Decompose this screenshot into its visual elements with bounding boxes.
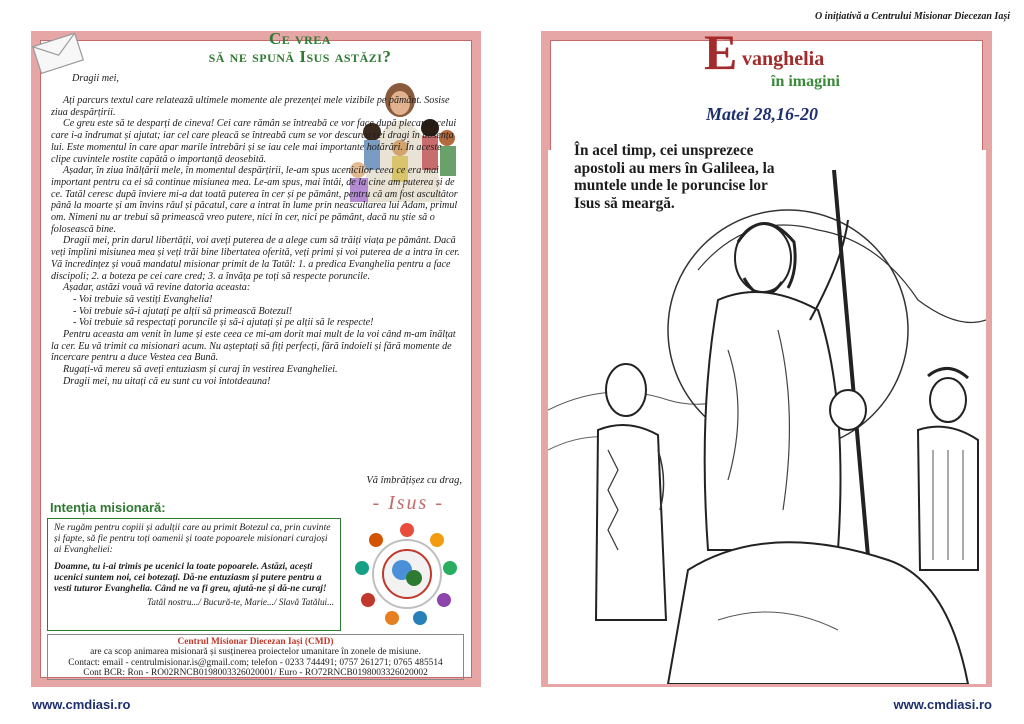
letter-paragraph: Ce greu este să te desparți de cineva! Cei care rămân se întreabă ce vor face după plecarea celui care i-a îndrumat și ajutat; iar cel care pleacă se întreabă cum se vor descurca cei dragi în absența lui. Este momentul în care apar marile întrebări și se iau cele mai importante hotărâri. În aceste clipe cuvintele rostite capătă o importanță deosebită. — [51, 118, 457, 165]
website-link-right[interactable]: www.cmdiasi.ro — [893, 697, 992, 712]
footer-contact: Contact: email - centrulmisionar.is@gmail.com; telefon - 0233 744491; 0757 261271; 0765 485514 — [68, 657, 443, 668]
verse-line: Isus să meargă. — [574, 194, 675, 212]
letter-list-item: - Voi trebuie să-i ajutați pe alții să primească Botezul! — [73, 305, 293, 317]
letter-list-item: - Voi trebuie să respectați poruncile și să-i ajutați și pe alții să le respecte! — [73, 317, 374, 329]
intent-prayers-list: Tatăl nostru.../ Bucură-te, Marie.../ Slavă Tatălui... — [147, 596, 334, 607]
jesus-sending-apostles-illustration — [548, 150, 986, 684]
letter-title-line2: să ne spună Isus astăzi? — [208, 47, 392, 66]
envelope-icon — [30, 31, 88, 75]
letter-paragraph: Așadar, în ziua înălțării mele, în momentul despărțirii, le-am spus ucenicilor ceea ce era mai important pentru ca ei să continue misiunea mea. Le-am spus, mai întâi, de la cine am puterea și de ce. Tatăl ceresc după înviere mi-a dat toată puterea în cer și pe pământ, pentru că am fost ascultător până la moarte și am învins răul și păcatul, care a intrat în lume prin neascultarea lui Adam, primul om. Nimeni nu ar trebui să primească vreo putere, nici în cer, nici pe pământ, dacă nu știe să o folosească bine. — [51, 165, 458, 235]
verse-line: În acel timp, cei unsprezece — [574, 142, 754, 159]
letter-paragraph: Dragii mei, prin darul libertății, voi aveți puterea de a alege cum să trăiți viața pe pământ. Dacă veți împlini misiunea mea și veți trăi bine libertatea oferită, veți primi și voi puterea de a intra în cer. Vă încredințez și vouă mandatul misionar primit de la Tatăl: 1. a predica Evanghelia pentru a face discipoli; 2. a boteza pe cei care cred; 3. a învăța pe toți să respecte poruncile. — [51, 235, 460, 282]
missionary-intent-box — [47, 518, 341, 631]
footer-account: Cont BCR: Ron - RO02RNCB0198003326020001/ Euro - RO72RNCB0198003326020002 — [83, 668, 428, 679]
cmd-footer — [47, 634, 464, 680]
letter-list-item: - Voi trebuie să vestiți Evanghelia! — [73, 293, 213, 305]
letter-title — [150, 30, 450, 66]
letter-paragraph: Dragii mei, nu uitați că eu sunt cu voi întotdeauna! — [63, 375, 271, 387]
letter-signature: - Isus - — [372, 492, 444, 514]
verse-line: muntele unde le poruncise lor — [574, 177, 768, 194]
letter-paragraph: Așadar, astăzi vouă vă revine datoria aceasta: — [63, 282, 251, 294]
scripture-reference: Matei 28,16-20 — [706, 104, 818, 124]
intent-text: Ne rugăm pentru copiii și adulții care au primit Botezul ca, prin cuvinte și fapte, să fie pentru toți oamenii și toate popoarele misionari curajoși ai Evangheliei: — [54, 522, 331, 556]
salutation: Dragii mei, — [72, 73, 119, 84]
letter-title-line1: Ce vrea — [268, 29, 332, 48]
children-world-logo — [352, 518, 462, 630]
footer-purpose: are ca scop animarea misionară și susținerea proiectelor umanitare în zonele de misiune. — [90, 647, 421, 658]
gospel-title-initial: E — [704, 24, 738, 80]
footer-org-name: Centrul Misionar Diecezan Iași (CMD) — [177, 637, 334, 647]
verse-line: apostoli au mers în Galileea, la — [574, 159, 775, 177]
letter-paragraph: Rugați-vă mereu să aveți entuziasm și curaj în vestirea Evangheliei. — [63, 364, 338, 376]
intent-prayer: Doamne, tu i-ai trimis pe ucenici la toate popoarele. Astăzi, acești ucenici suntem noi, cei botezați. Dă-ne entuziasm și putere pentru a vesti tuturor Evanghelia. Când ne va fi greu, ajută-ne și dă-ne curaj! — [54, 561, 327, 595]
letter-closing: Vă îmbrățișez cu drag, — [366, 475, 462, 486]
letter-paragraph: Pentru aceasta am venit în lume și este ceea ce mi-am dorit mai mult de la voi când m-am înălțat la cer. Eu vă trimit ca misionari acum. Nu așteptați să fiți perfecți, fără îndoieli și fără momente de încercare pentru a duce Vestea cea Bună. — [51, 329, 456, 364]
website-link-left[interactable]: www.cmdiasi.ro — [32, 697, 131, 712]
gospel-title: vanghelia — [742, 48, 825, 70]
letter-paragraph: Ați parcurs textul care relatează ultimele momente ale prezenței mele vizibile pe pământ. Sosise ziua despărțirii. — [51, 95, 450, 118]
initiative-note: O inițiativă a Centrului Misionar Diecezan Iași — [814, 11, 1010, 22]
gospel-verse — [574, 142, 806, 212]
missionary-intent-title: Intenția misionară: — [50, 500, 166, 515]
gospel-subtitle: în imagini — [771, 73, 840, 90]
letter-body — [51, 95, 462, 388]
